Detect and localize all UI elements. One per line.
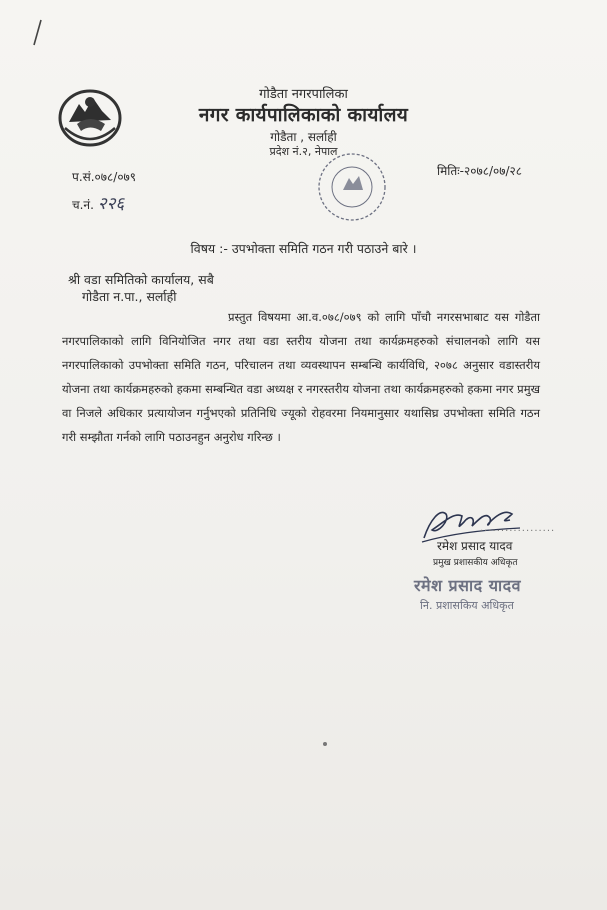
letter-body (62, 305, 540, 449)
dispatch-number (72, 191, 124, 214)
recipient-block (68, 271, 214, 305)
letter-date: मितिः-२०७८/०७/२८ (437, 164, 522, 178)
signatory-name: रमेश प्रसाद यादव (437, 539, 513, 553)
dispatch-label: च.नं. (72, 198, 94, 212)
pen-mark (30, 18, 44, 48)
province-line: प्रदेश नं.२, नेपाल (269, 145, 338, 158)
name-stamp-title: नि. प्रशासकिय अधिकृत (420, 599, 514, 612)
reference-number: प.सं.०७८/०७९ (72, 170, 137, 184)
office-stamp (315, 150, 390, 225)
body-paragraph: प्रस्तुत विषयमा आ.व.०७८/०७९ को लागि पाँचौ नगरसभाबाट यस गोडैता नगरपालिकाको लागि विनियोजित नगर तथा वडा स्तरीय योजना तथा कार्यक्रमहरुको संचालनको लागि यस नगरपालिकाको उपभोक्ता समिति गठन, परिचालन तथा व्यवस्थापन सम्बन्धि कार्यविधि, २०७८ अनुसार वडास्तरीय योजना तथा कार्यक्रमहरुको हकमा सम्बन्धित वडा अध्यक्ष र नगरस्तरीय योजना तथा कार्यक्रमहरुको हकमा नगर प्रमुख वा निजले अधिकार प्रत्यायोजन गर्नुभएको प्रतिनिधि ज्यूको रोहवरमा नियमानुसार यथासिघ्र उपभोक्ता समिति गठन गरी सम्झौता गर्नको लागि पठाउनहुन अनुरोध गरिन्छ । (62, 310, 540, 444)
office-address: गोडैता , सर्लाही (270, 130, 337, 144)
subject-line: विषय :- उपभोक्ता समिति गठन गरी पठाउने बारे । (190, 241, 417, 256)
signature-dotted-line: .................. (480, 523, 556, 534)
recipient-line-1: श्री वडा समितिको कार्यालय, सबै (68, 272, 214, 287)
signatory-title: प्रमुख प्रशासकीय अधिकृत (433, 558, 518, 568)
municipality-name: गोडैता नगरपालिका (259, 87, 348, 102)
page-dot (323, 742, 327, 746)
name-stamp: रमेश प्रसाद यादव (414, 576, 522, 595)
recipient-line-2: गोडैता न.पा., सर्लाही (82, 289, 177, 304)
dispatch-number-handwritten: २२६ (97, 194, 125, 214)
office-title: नगर कार्यपालिकाको कार्यालय (198, 104, 409, 126)
